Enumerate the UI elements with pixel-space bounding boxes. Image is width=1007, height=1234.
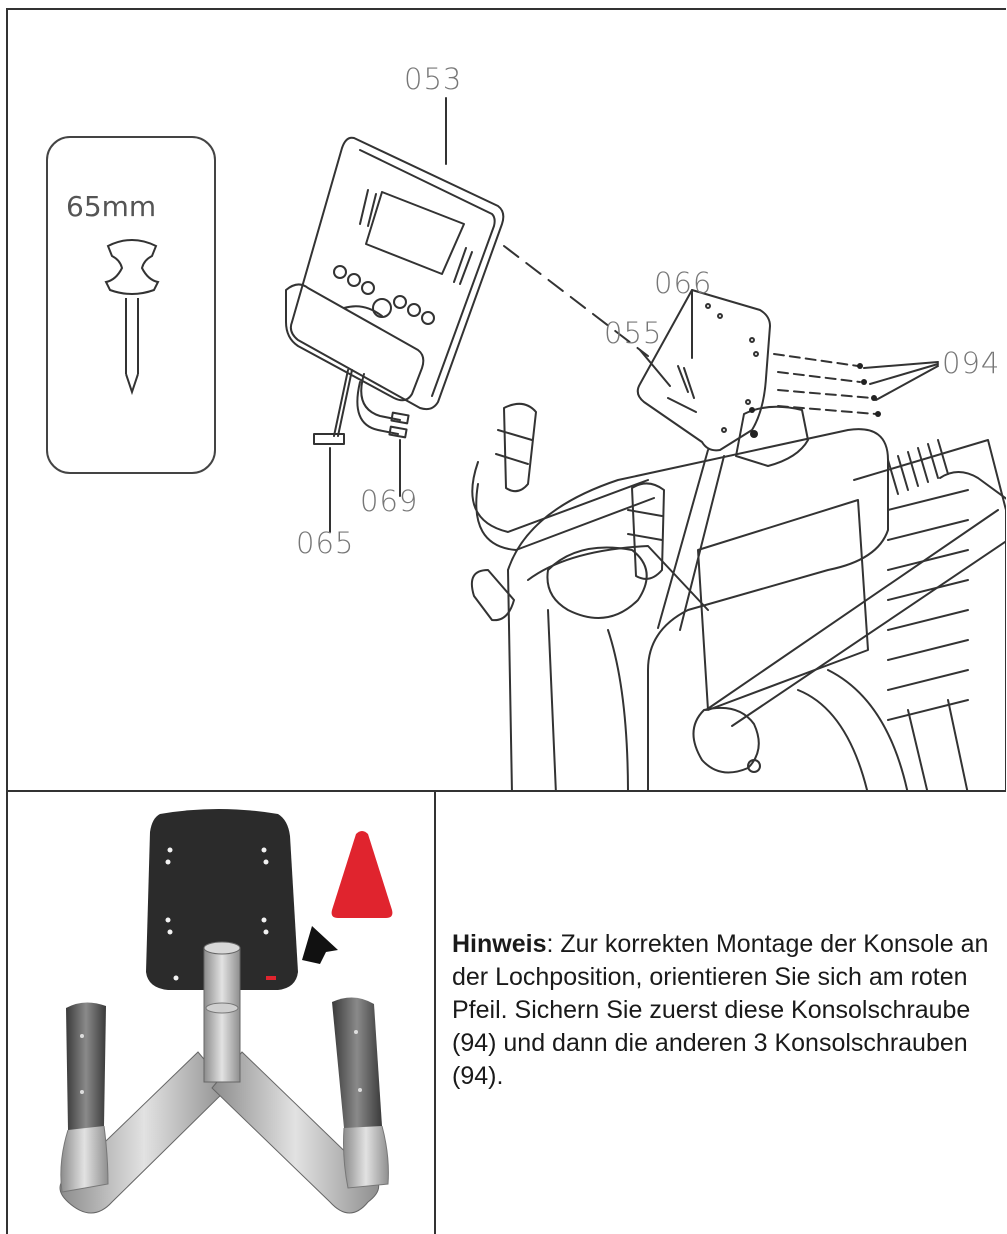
handlebar-render [8, 792, 436, 1234]
note-lead: Hinweis [452, 930, 547, 958]
part-label-065: 065 [296, 526, 355, 560]
console-body [291, 138, 503, 409]
part-label-066: 066 [654, 266, 713, 300]
red-triangle-marker [332, 831, 393, 918]
screw-size-box [46, 136, 216, 474]
screw-length-label: 65mm [66, 190, 157, 223]
note-panel [436, 792, 1007, 1234]
handlebar-render-panel [6, 792, 436, 1234]
exploded-drawing-panel [6, 8, 1006, 792]
part-label-053: 053 [404, 62, 463, 96]
part-label-055: 055 [604, 316, 663, 350]
note-body: : Zur korrekten Montage der Konsole an der Lochposition, orientieren Sie sich am roten Pfeil. Sichern Sie zuerst diese Konsolschraube (94) und dann die anderen 3 Konsolschrauben (94). [452, 930, 989, 1090]
screw-icon [48, 138, 218, 476]
part-label-069: 069 [360, 484, 419, 518]
console-screen [366, 192, 464, 274]
part-label-094: 094 [942, 346, 1001, 380]
black-arrow-icon [302, 926, 338, 964]
assembly-note [452, 928, 992, 1093]
